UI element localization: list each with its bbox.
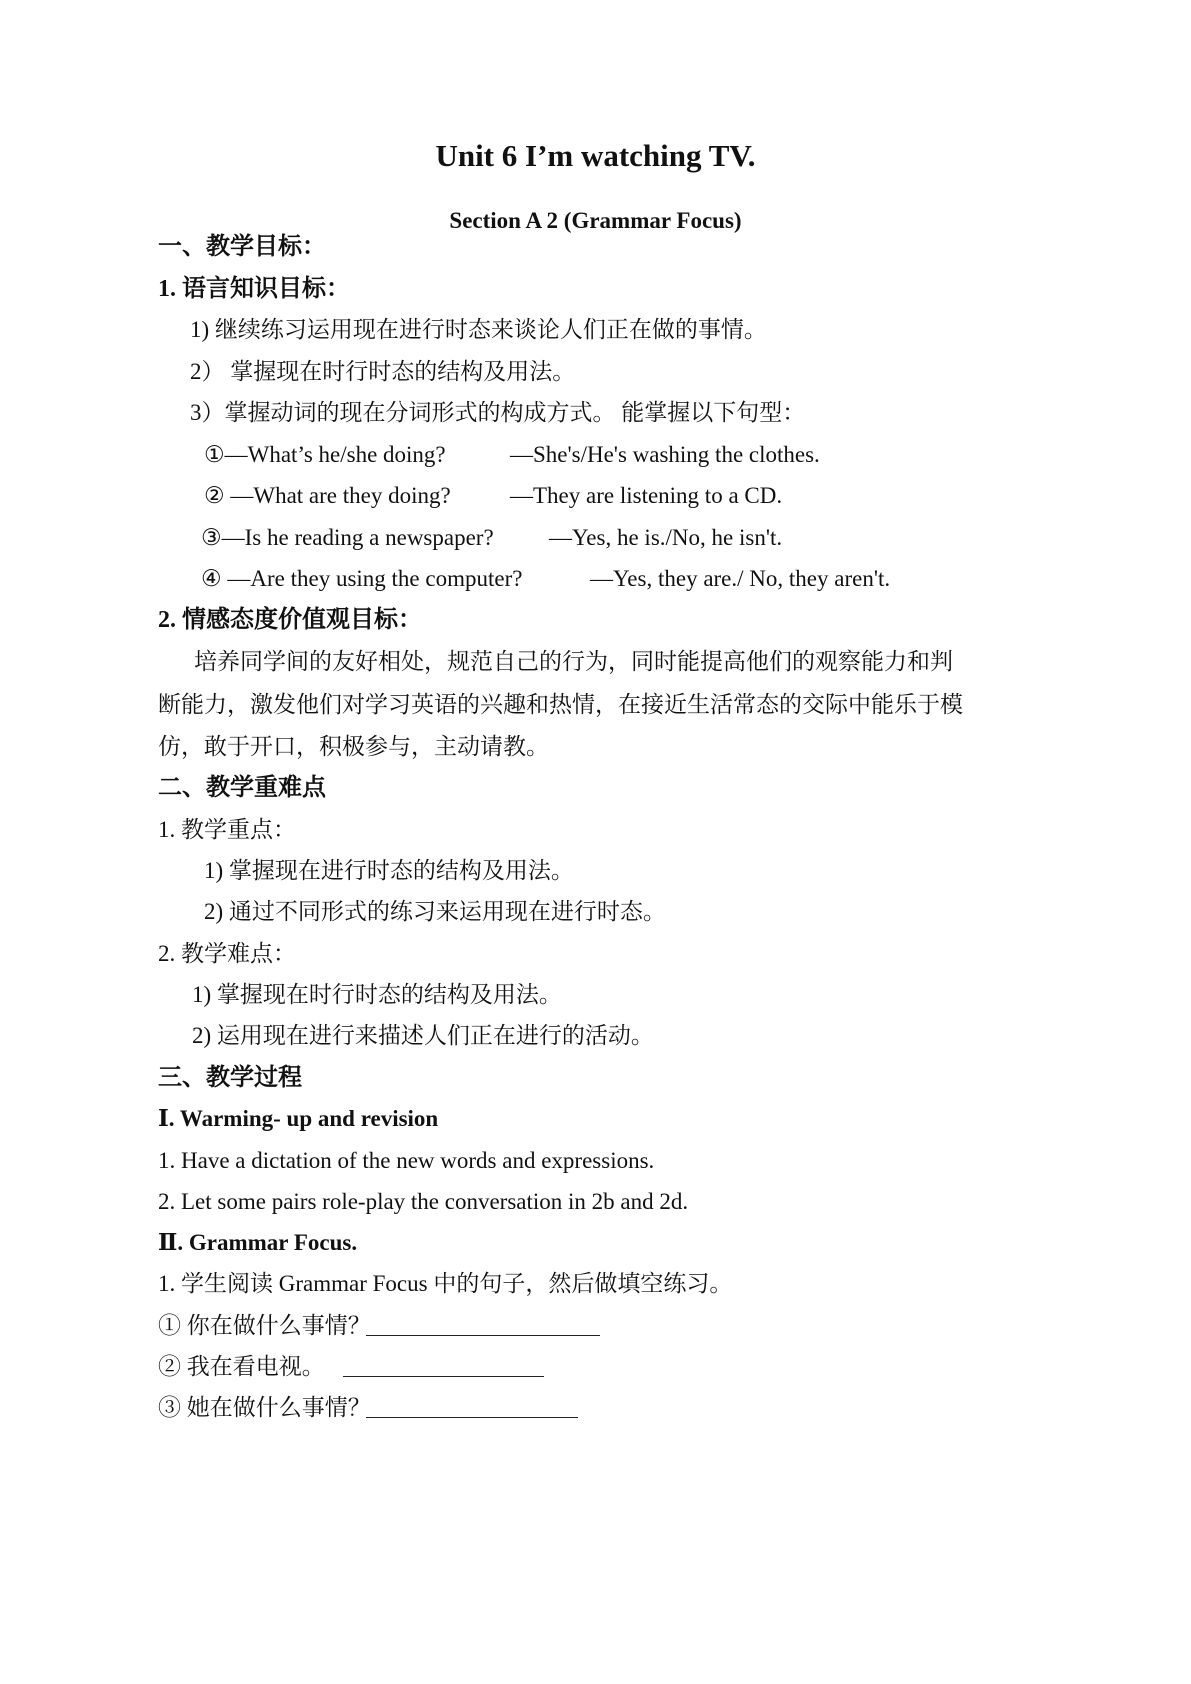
list-item: 2) 通过不同形式的练习来运用现在进行时态。 (204, 899, 666, 924)
pattern-question: ④ —Are they using the computer? (201, 566, 523, 591)
subheading-key: 1. 教学重点： (158, 817, 296, 842)
list-item: 2） 掌握现在时行时态的结构及用法。 (190, 359, 576, 384)
pattern-answer: —Yes, they are./ No, they aren't. (590, 566, 891, 591)
list-item: 1. Have a dictation of the new words and expressions. (158, 1148, 655, 1173)
list-item: 1) 继续练习运用现在进行时态来谈论人们正在做的事情。 (190, 317, 767, 342)
subheading-difficulty: 2. 教学难点： (158, 941, 296, 966)
list-item: 1) 掌握现在时行时态的结构及用法。 (192, 982, 562, 1007)
step-heading-grammar: Ⅱ. Grammar Focus. (158, 1230, 358, 1255)
pattern-answer: —She's/He's washing the clothes. (510, 442, 820, 467)
list-item: 2. Let some pairs role-play the conversation in 2b and 2d. (158, 1189, 689, 1214)
section-heading-key-points: 二、教学重难点 (158, 775, 326, 801)
paragraph-line: 培养同学间的友好相处，规范自己的行为，同时能提高他们的观察能力和判 (194, 649, 953, 674)
document-title: Unit 6 I’m watching TV. (435, 138, 756, 173)
answer-blank[interactable] (343, 1354, 544, 1377)
pattern-answer: —They are listening to a CD. (510, 483, 783, 508)
answer-blank[interactable] (366, 1395, 578, 1418)
subheading-attitude-goals: 2. 情感态度价值观目标： (158, 607, 422, 633)
section-heading-process: 三、教学过程 (158, 1065, 302, 1091)
exercise-item (158, 1393, 371, 1423)
subheading-language-goals: 1. 语言知识目标： (158, 276, 350, 302)
step-heading-warmup: Ⅰ. Warming- up and revision (158, 1106, 439, 1131)
document-subtitle: Section A 2 (Grammar Focus) (449, 208, 742, 233)
exercise-intro: 1. 学生阅读 Grammar Focus 中的句子，然后做填空练习。 (158, 1271, 733, 1296)
answer-blank[interactable] (366, 1313, 600, 1336)
pattern-answer: —Yes, he is./No, he isn't. (549, 525, 783, 550)
pattern-question: ①—What’s he/she doing? (204, 442, 446, 467)
exercise-item (158, 1311, 371, 1341)
list-item: 3）掌握动词的现在分词形式的构成方式。 能掌握以下句型： (190, 400, 806, 425)
paragraph-line: 仿，敢于开口，积极参与，主动请教。 (158, 734, 549, 759)
exercise-prompt: ③ 她在做什么事情？ (158, 1395, 371, 1420)
pattern-question: ③—Is he reading a newspaper? (201, 525, 494, 550)
list-item: 1) 掌握现在进行时态的结构及用法。 (204, 858, 574, 883)
exercise-item (158, 1352, 325, 1382)
exercise-prompt: ① 你在做什么事情？ (158, 1313, 371, 1338)
list-item: 2) 运用现在进行来描述人们正在进行的活动。 (192, 1023, 654, 1048)
pattern-question: ② —What are they doing? (204, 483, 451, 508)
section-heading-objectives: 一、教学目标： (158, 234, 326, 260)
paragraph-line: 断能力，激发他们对学习英语的兴趣和热情，在接近生活常态的交际中能乐于模 (158, 692, 963, 717)
exercise-prompt: ② 我在看电视。 (158, 1354, 325, 1379)
